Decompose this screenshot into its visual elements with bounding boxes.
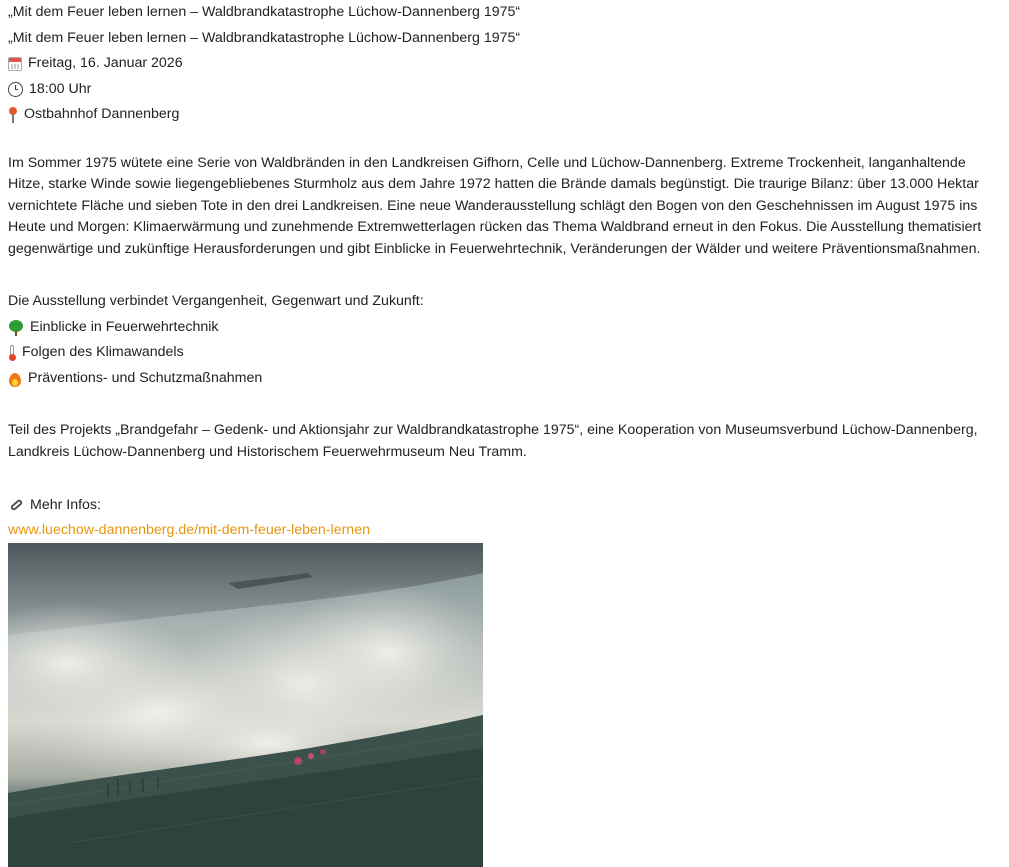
clock-icon <box>8 82 23 97</box>
list-item-label: Präventions- und Schutzmaßnahmen <box>28 369 263 386</box>
event-title: „Mit dem Feuer leben lernen – Waldbrandkatastrophe Lüchow-Dannenberg 1975“ <box>8 4 521 20</box>
intro-paragraph: Im Sommer 1975 wütete eine Serie von Waldbränden in den Landkreisen Gifhorn, Celle und Lüchow-Dannenberg. Extreme Trockenheit, langanhaltende Hitze, starke Winde sowie liegengebliebenes Sturmholz aus dem Jahre 1972 hatten die Brände damals begünstigt. Die traurige Bilanz: über 13.000 Hektar vernichtete Fläche und sieben Tote in den drei Landkreisen. Eine neue Wanderausstellung schlägt den Bogen von den Geschehnissen im August 1975 ins Heute und Morgen: Klimaerwärmung und zunehmende Extremwetterlagen rücken das Thema Waldbrand erneut in den Fokus. Die Ausstellung thematisiert gegenwärtige und zukünftige Herausforderungen und gibt Einblicke in Feuerwehrtechnik, Veränderungen der Wälder und weitere Präventionsmaßnahmen. <box>8 154 982 257</box>
event-location: Ostbahnhof Dannenberg <box>24 106 180 122</box>
forest-fire-photo-drawing <box>8 543 483 867</box>
list-item-label: Folgen des Klimawandels <box>22 344 184 361</box>
more-info-row <box>8 493 1003 519</box>
list-item <box>8 340 1003 366</box>
event-location-row <box>8 102 1003 128</box>
fire-icon <box>8 371 22 387</box>
event-title-repeat: „Mit dem Feuer leben lernen – Waldbrandkatastrophe Lüchow-Dannenberg 1975“ <box>8 29 521 46</box>
more-info-label: Mehr Infos: <box>30 496 101 513</box>
event-time: 18:00 Uhr <box>29 80 92 97</box>
list-item <box>8 366 1003 392</box>
list-item <box>8 315 1003 341</box>
list-item-label: Einblicke in Feuerwehrtechnik <box>30 318 219 335</box>
event-detail <box>8 0 1003 544</box>
event-date-row <box>8 51 1003 77</box>
list-heading: Die Ausstellung verbindet Vergangenheit, Gegenwart und Zukunft: <box>8 293 424 310</box>
tree-icon <box>8 320 24 336</box>
event-time-row <box>8 77 1003 103</box>
more-info-link-row <box>8 518 1003 544</box>
more-info-link[interactable]: www.luechow-dannenberg.de/mit-dem-feuer-leben-lernen <box>8 522 370 539</box>
thermometer-icon <box>8 345 16 361</box>
paperclip-icon <box>8 497 24 513</box>
event-date: Freitag, 16. Januar 2026 <box>28 55 183 71</box>
project-paragraph: Teil des Projekts „Brandgefahr – Gedenk- und Aktionsjahr zur Waldbrandkatastrophe 1975“, eine Kooperation von Museumsverbund Lüchow-Dannenberg, Landkreis Lüchow-Dannenberg und Historischem Feuerwehrmuseum Neu Tramm. <box>8 422 978 461</box>
forest-fire-photo <box>8 543 483 867</box>
location-pin-icon <box>8 107 18 123</box>
calendar-icon <box>8 57 22 71</box>
